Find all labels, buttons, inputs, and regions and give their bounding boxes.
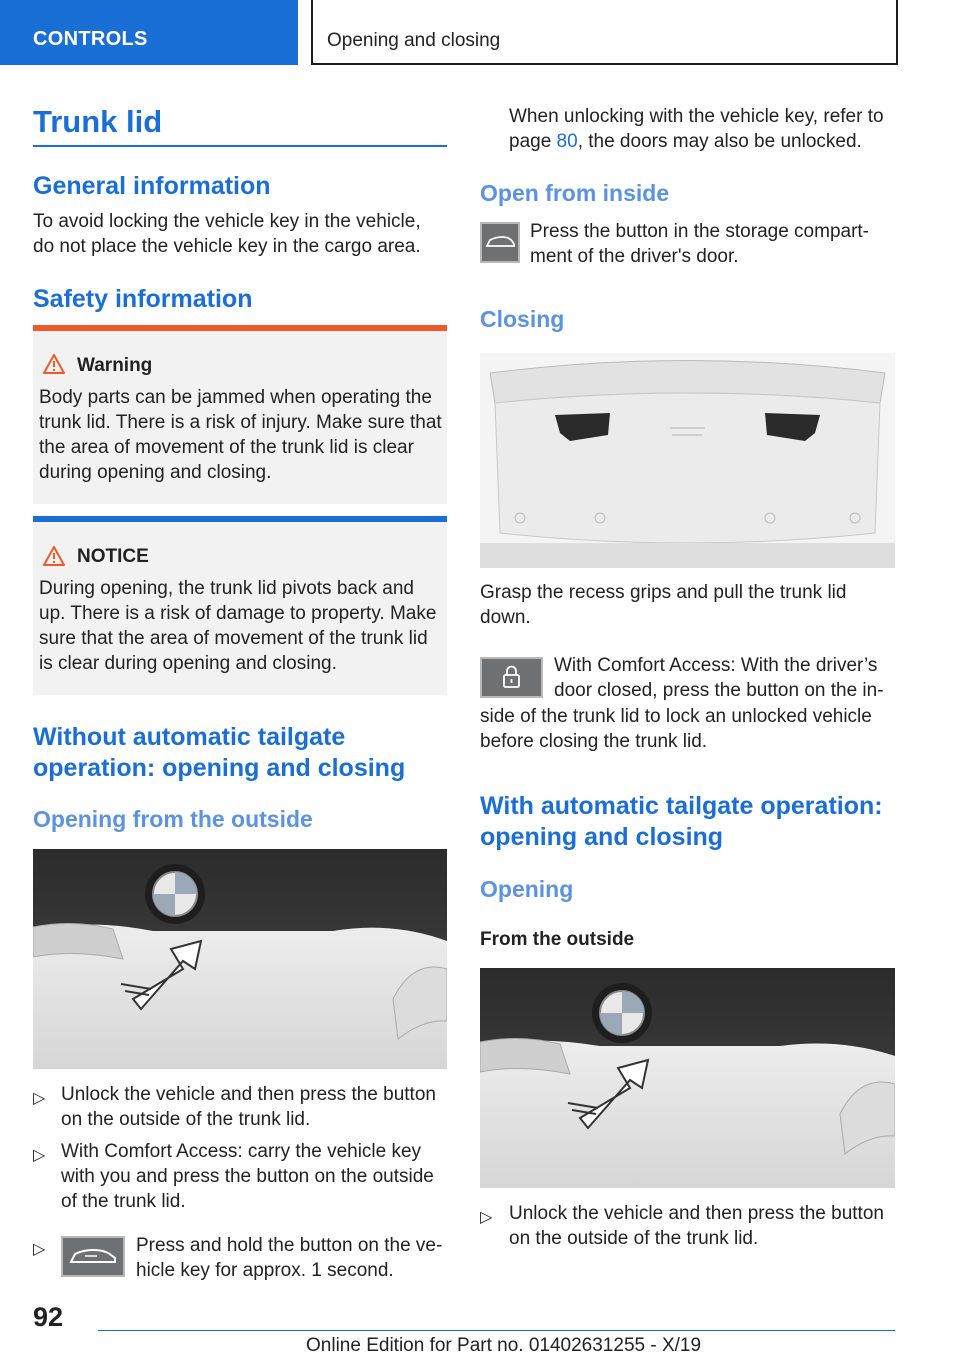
bullet-text-1: Unlock the vehicle and then press the button on the outside of the trunk lid. [61, 1084, 436, 1130]
warning-title: Warning [77, 355, 153, 376]
open-inside-line1: Press the button in the storage compart- [530, 221, 870, 242]
title-rule [33, 145, 447, 147]
comfort-text-top [554, 653, 899, 703]
bullet-text-2: With Comfort Access: carry the vehicle key with you and press the button on the outside of the trunk lid. [61, 1141, 434, 1212]
bullet-text-3 [136, 1233, 448, 1283]
car-key-button-icon [61, 1236, 125, 1277]
closing-text: Grasp the recess grips and pull the trunk lid down. [480, 582, 847, 628]
intro-pre: When unlocking with the vehicle key, refer to page [509, 106, 884, 152]
page-title: Trunk lid [33, 104, 163, 139]
open-inside-line2: ment of the driver's door. [530, 246, 739, 267]
intro-post: , the doors may also be unlocked. [577, 131, 862, 152]
safety-heading: Safety information [33, 285, 253, 313]
bullet-glyph-r1: ▷ [480, 1209, 493, 1226]
warning-icon [43, 354, 65, 374]
section-label: CONTROLS [33, 28, 148, 50]
general-text: To avoid locking the vehicle key in the vehicle, do not place the vehicle key in the cargo area. [33, 211, 421, 257]
unlock-intro [509, 104, 899, 154]
trunk-lid-grips-illustration [480, 353, 895, 568]
chapter-label: Opening and closing [327, 30, 501, 51]
closing-heading: Closing [480, 306, 565, 332]
page-number: 92 [33, 1302, 64, 1332]
open-inside-heading: Open from inside [480, 180, 670, 206]
notice-text: During opening, the trunk lid pivots back and up. There is a risk of damage to property. Make sure that the area of movement of the trunk lid is clear during opening and closing. [39, 578, 437, 674]
opening-outside-heading: Opening from the outside [33, 806, 313, 832]
footer-text: Online Edition for Part no. 01402631255 - X/19 [306, 1335, 702, 1356]
warning-text: Body parts can be jammed when operating the trunk lid. There is a risk of injury. Make sure that the area of movement of the trunk lid is clear during opening and closing. [39, 387, 442, 483]
trunk-button-illustration-2 [480, 968, 895, 1188]
bullet-text-3-line1: Press and hold the button on the ve- [136, 1235, 443, 1256]
trunk-lid-grips-photo [480, 353, 895, 568]
notice-icon [43, 546, 65, 566]
trunk-button-photo-2 [480, 968, 895, 1188]
opening-heading: Opening [480, 876, 574, 902]
comfort-line2: door closed, press the button on the in- [554, 680, 884, 701]
trunk-button-photo [33, 849, 447, 1069]
bullet-glyph-2: ▷ [33, 1147, 46, 1164]
bullet-text-r1: Unlock the vehicle and then press the button on the outside of the trunk lid. [509, 1203, 884, 1249]
warning-box [33, 331, 447, 504]
comfort-text-rest: side of the trunk lid to lock an unlocked vehicle before closing the trunk lid. [480, 706, 872, 752]
chapter-tab [311, 0, 898, 65]
with-heading: With automatic tailgate operation: opening and closing [480, 792, 883, 851]
trunk-button-illustration [33, 849, 447, 1069]
section-tab [0, 0, 298, 65]
notice-box [33, 522, 447, 695]
page-link[interactable]: 80 [556, 131, 578, 152]
bullet-text-3-line2: hicle key for approx. 1 second. [136, 1260, 394, 1281]
general-heading: General information [33, 172, 271, 200]
notice-title: NOTICE [77, 546, 149, 567]
from-outside-heading: From the outside [480, 929, 635, 950]
footer-rule [98, 1330, 895, 1331]
bullet-glyph-1: ▷ [33, 1090, 46, 1107]
lock-button-icon [480, 657, 543, 698]
bullet-glyph-3: ▷ [33, 1241, 46, 1258]
car-door-button-icon [480, 222, 520, 263]
open-inside-text [530, 219, 900, 269]
without-heading: Without automatic tailgate operation: opening and closing [33, 723, 406, 782]
comfort-line1: With Comfort Access: With the driver’s [554, 655, 878, 676]
